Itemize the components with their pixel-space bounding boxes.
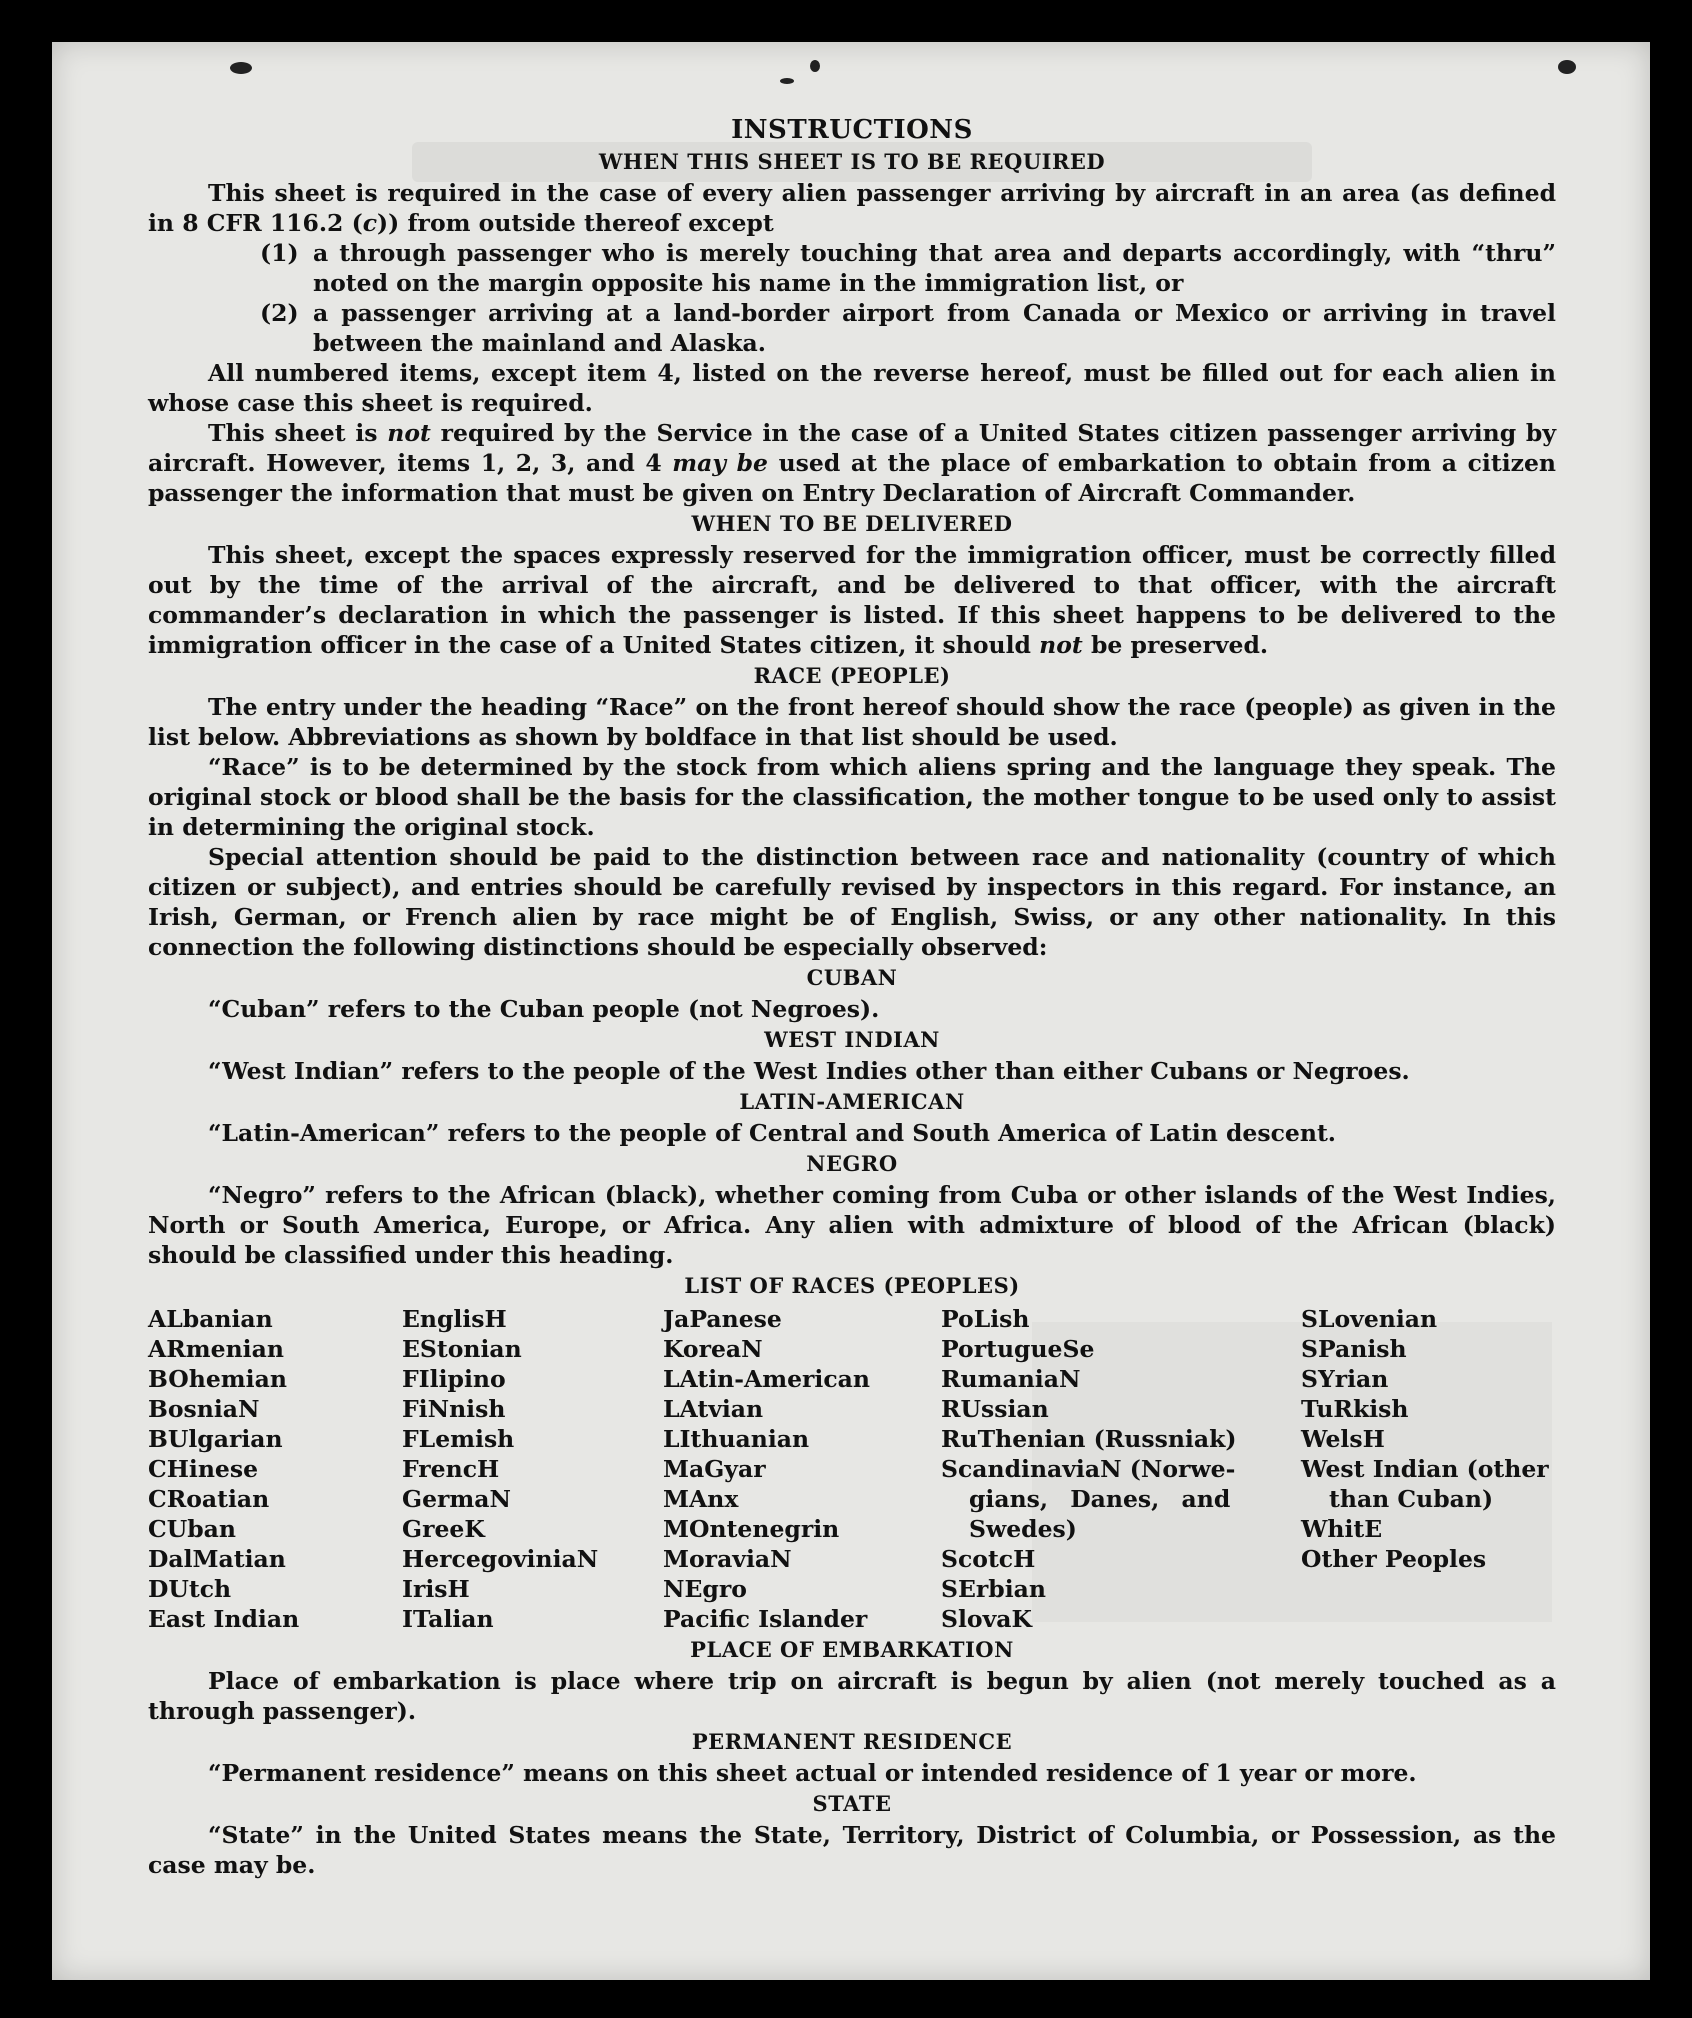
paragraph: “State” in the United States means the State, Territory, District of Columbia, or Possession, as the case may be. [148, 1821, 1556, 1879]
paragraph: “Cuban” refers to the Cuban people (not Negroes). [208, 995, 880, 1023]
race-column-3 [663, 1304, 941, 1634]
race-entry: ITalian [402, 1605, 494, 1633]
race-entry: TuRkish [1301, 1395, 1409, 1423]
paragraph: The entry under the heading “Race” on the front hereof should show the race (people) as given in the list below. Abbreviations as shown by boldface in that list should be used. [148, 693, 1556, 751]
race-column-1 [148, 1304, 402, 1634]
race-entry: ScotcH [941, 1545, 1036, 1573]
race-column-2 [402, 1304, 663, 1634]
race-entry: LIthuanian [663, 1425, 810, 1453]
heading-embarkation: PLACE OF EMBARKATION [690, 1637, 1014, 1662]
paragraph: This sheet is not required by the Service in the case of a United States citizen passenger arriving by aircraft. However, items 1, 2, 3, and 4 may be used at the place of embarkation to obtain from a citizen passenger the information that must be given on Entry Declaration of Aircraft Commander. [148, 419, 1557, 507]
race-entry: FiNnish [402, 1395, 506, 1423]
race-entry: BOhemian [148, 1365, 287, 1393]
race-entry: FIlipino [402, 1365, 506, 1393]
race-entry: CUban [148, 1515, 236, 1543]
paragraph: Special attention should be paid to the distinction between race and nationality (country of which citizen or subject), and entries should be carefully revised by inspectors in this regard. For instance, an Irish, German, or French alien by race might be of English, Swiss, or any other nationality. In this connection the following distinctions should be especially observed: [148, 843, 1556, 961]
race-entry: SlovaK [941, 1605, 1032, 1633]
race-entry: LAtvian [663, 1395, 764, 1423]
heading-when-required: WHEN THIS SHEET IS TO BE REQUIRED [598, 149, 1106, 174]
race-entry: ALbanian [148, 1305, 273, 1333]
document-page [52, 42, 1650, 1980]
heading-state: STATE [812, 1791, 892, 1816]
heading-when-delivered: WHEN TO BE DELIVERED [691, 511, 1013, 536]
race-entry: MAnx [663, 1485, 739, 1513]
race-list [148, 1304, 1556, 1634]
race-entry: HercegoviniaN [402, 1545, 599, 1573]
race-entry: LAtin-American [663, 1365, 870, 1393]
race-entry: CHinese [148, 1455, 259, 1483]
instructions-text [148, 114, 1556, 1880]
race-entry: SErbian [941, 1575, 1046, 1603]
race-entry: SLovenian [1301, 1305, 1438, 1333]
heading-race: RACE (PEOPLE) [753, 663, 951, 688]
paragraph: This sheet, except the spaces expressly reserved for the immigration officer, must be correctly filled out by the time of the arrival of the aircraft, and be delivered to that officer, with the aircraft commander’s declaration in which the passenger is listed. If this sheet happens to be delivered to the immigration officer in the case of a United States citizen, it should not be preserved. [148, 541, 1556, 659]
race-entry: FrencH [402, 1455, 500, 1483]
race-entry: ARmenian [148, 1335, 284, 1363]
race-entry: MOntenegrin [663, 1515, 840, 1543]
paragraph: “Permanent residence” means on this sheet actual or intended residence of 1 year or more. [208, 1759, 1417, 1787]
race-entry: EStonian [402, 1335, 522, 1363]
race-entry: GermaN [402, 1485, 511, 1513]
race-entry-continued: Swedes) [969, 1515, 1077, 1543]
race-entry: MoraviaN [663, 1545, 792, 1573]
paragraph: All numbered items, except item 4, listed on the reverse hereof, must be filled out for each alien in whose case this sheet is required. [148, 359, 1556, 417]
paragraph: Place of embarkation is place where trip on aircraft is begun by alien (not merely touched as a through passenger). [148, 1667, 1556, 1725]
race-entry: NEgro [663, 1575, 747, 1603]
race-entry: RUssian [941, 1395, 1049, 1423]
race-entry: East Indian [148, 1605, 300, 1633]
punch-mark [810, 60, 820, 72]
item-number: (2) [260, 299, 299, 327]
paragraph: “Race” is to be determined by the stock from which aliens spring and the language they speak. The original stock or blood shall be the basis for the classification, the mother tongue to be used only to assist in determining the original stock. [148, 753, 1556, 841]
heading-cuban: CUBAN [806, 965, 898, 990]
race-entry: FLemish [402, 1425, 515, 1453]
race-column-4 [941, 1304, 1301, 1634]
race-entry: MaGyar [663, 1455, 766, 1483]
race-entry: IrisH [402, 1575, 470, 1603]
race-entry: West Indian (other [1301, 1455, 1549, 1483]
race-entry: KoreaN [663, 1335, 763, 1363]
heading-west-indian: WEST INDIAN [764, 1027, 940, 1052]
race-entry: BosniaN [148, 1395, 260, 1423]
race-entry-continued: gians, Danes, and [969, 1485, 1231, 1513]
item-number: (1) [260, 239, 299, 267]
race-entry: SPanish [1301, 1335, 1407, 1363]
heading-latin-american: LATIN-AMERICAN [739, 1089, 965, 1114]
race-entry: BUlgarian [148, 1425, 283, 1453]
race-entry: RumaniaN [941, 1365, 1081, 1393]
race-entry: ScandinaviaN (Norwe- [941, 1455, 1236, 1483]
race-entry: GreeK [402, 1515, 485, 1543]
race-entry: RuThenian (Russniak) [941, 1425, 1237, 1453]
paragraph: This sheet is required in the case of every alien passenger arriving by aircraft in an area (as defined in 8 CFR 116.2 (c)) from outside thereof except [148, 179, 1556, 237]
race-entry: DalMatian [148, 1545, 286, 1573]
race-entry: JaPanese [663, 1305, 782, 1333]
race-entry: SYrian [1301, 1365, 1389, 1393]
item-text: a through passenger who is merely touching that area and departs accordingly, with “thru” noted on the margin opposite his name in the immigration list, or [313, 239, 1556, 297]
heading-permanent-residence: PERMANENT RESIDENCE [691, 1729, 1013, 1754]
item-text: a passenger arriving at a land-border airport from Canada or Mexico or arriving in travel between the mainland and Alaska. [313, 299, 1556, 357]
paragraph: “Latin-American” refers to the people of Central and South America of Latin descent. [208, 1119, 1336, 1147]
heading-negro: NEGRO [806, 1151, 898, 1176]
race-column-5 [1301, 1304, 1556, 1634]
heading-list-of-races: LIST OF RACES (PEOPLES) [684, 1273, 1020, 1298]
race-entry: WelsH [1301, 1425, 1385, 1453]
punch-mark [780, 78, 794, 84]
paragraph: “West Indian” refers to the people of the West Indies other than either Cubans or Negroes. [208, 1057, 1410, 1085]
race-entry: WhitE [1301, 1515, 1383, 1543]
exception-item [260, 298, 1556, 358]
punch-mark [1558, 60, 1576, 74]
race-entry: PortugueSe [941, 1335, 1095, 1363]
race-entry: Other Peoples [1301, 1545, 1487, 1573]
punch-mark [230, 62, 252, 74]
race-entry: EnglisH [402, 1305, 507, 1333]
exception-item [260, 238, 1556, 298]
race-entry-continued: than Cuban) [1329, 1485, 1494, 1513]
paragraph: “Negro” refers to the African (black), whether coming from Cuba or other islands of the West Indies, North or South America, Europe, or Africa. Any alien with admixture of blood of the African (black) should be classified under this heading. [148, 1181, 1556, 1269]
page-title: INSTRUCTIONS [731, 115, 973, 145]
race-entry: CRoatian [148, 1485, 270, 1513]
race-entry: PoLish [941, 1305, 1030, 1333]
race-entry: Pacific Islander [663, 1605, 868, 1633]
race-entry: DUtch [148, 1575, 232, 1603]
